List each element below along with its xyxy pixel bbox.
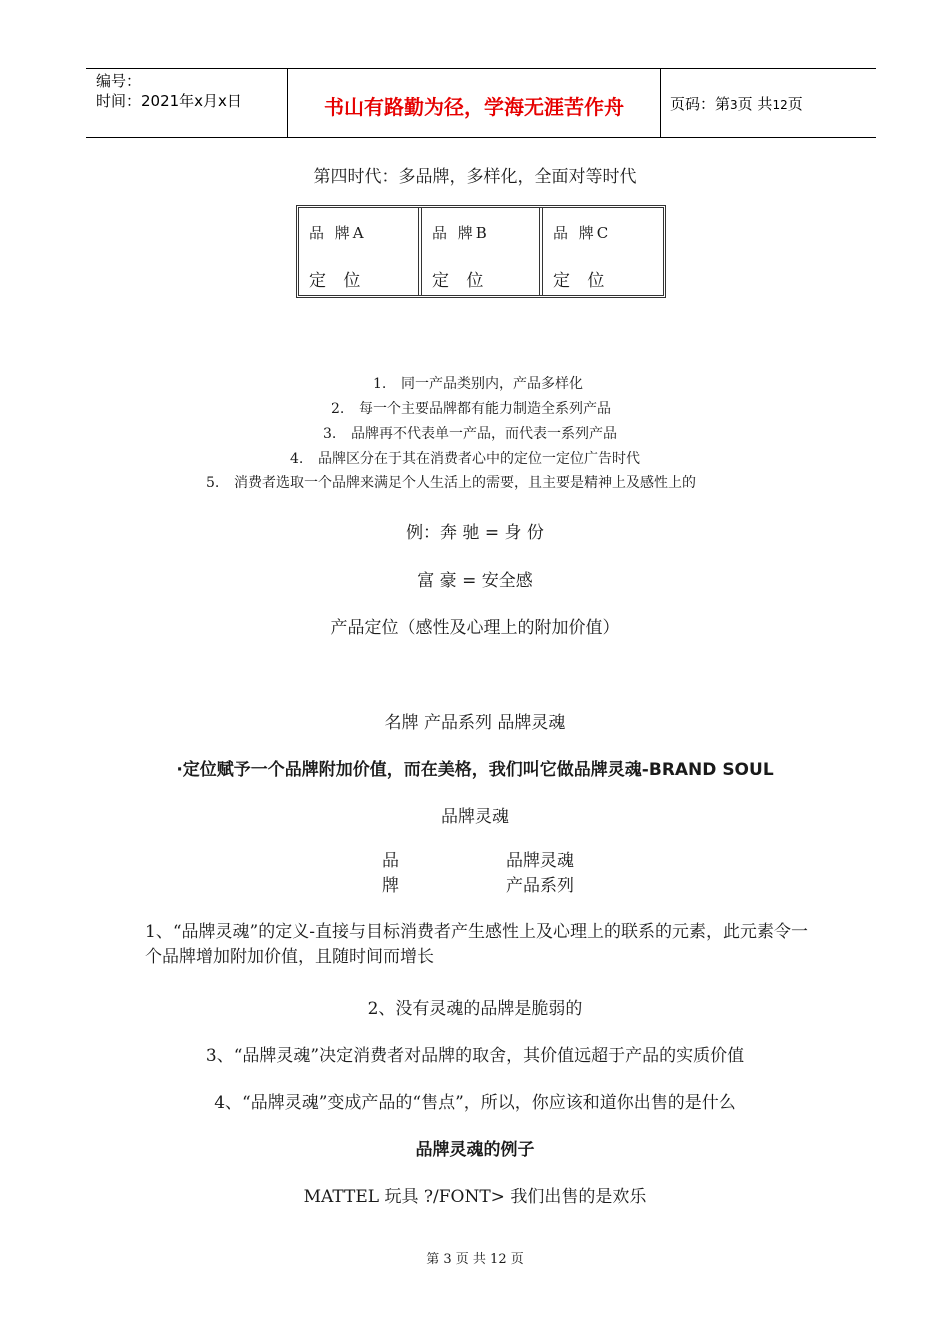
brand-soul-bullet: ·定位赋予一个品牌附加价值，而在美格，我们叫它做品牌灵魂-BRAND SOUL [176,760,774,780]
list-item [323,423,617,443]
list-number: 4. [290,451,304,467]
brand-name: 品 牌A [309,224,367,242]
brand-cell [543,208,663,295]
list-text: 每一个主要品牌都有能力制造全系列产品 [359,401,611,417]
time-label: 时间：2021年x月x日 [96,92,242,110]
list-text: 同一产品类别内，产品多样化 [401,376,583,392]
list-text: 品牌区分在于其在消费者心中的定位一定位广告时代 [318,451,640,467]
point-1: 1、“品牌灵魂”的定义-直接与目标消费者产生感性上及心理上的联系的元素，此元素令一个品牌增加附加价值，且随时间而增长 [145,922,808,967]
list-item [290,448,640,468]
diagram-right-bottom: 产品系列 [506,876,574,896]
brand-position: 定 位 [309,271,367,291]
page-footer: 第 3 页 共 12 页 [426,1252,524,1267]
list-number: 3. [323,426,337,442]
list-number: 5. [206,475,220,491]
point-3: 3、“品牌灵魂”决定消费者对品牌的取舍，其价值远超于产品的实质价值 [205,1046,745,1066]
point-4: 4、“品牌灵魂”变成产品的“售点”，所以，你应该和道你出售的是什么 [214,1093,736,1113]
page-mid: 页 共 [737,95,773,113]
product-positioning: 产品定位（感性及心理上的附加价值） [330,618,620,638]
list-text: 消费者选取一个品牌来满足个人生活上的需要，且主要是精神上及感性上的 [234,475,696,491]
list-item [206,472,696,492]
point-2: 2、没有灵魂的品牌是脆弱的 [367,999,583,1019]
header-divider [660,69,661,137]
page-total: 12 [772,98,788,112]
brand-name: 品 牌C [553,224,612,242]
list-item [331,398,611,418]
diagram-left [382,849,399,899]
soul-heading: 品牌灵魂 [441,807,509,827]
header-meta [96,71,242,111]
page-prefix: 页码：第 [670,95,731,113]
brand-cell [299,208,418,295]
example-line: 例：奔 驰 = 身 份 [406,523,544,543]
diagram-right [506,849,574,899]
diagram-left-top: 品 [382,851,399,871]
brand-name: 品 牌B [432,224,490,242]
list-item [373,373,583,393]
brand-cell [422,208,539,295]
list-text: 品牌再不代表单一产品，而代表一系列产品 [351,426,617,442]
list-number: 1. [373,376,387,392]
number-label: 编号： [96,72,142,90]
page-suffix: 页 [787,95,803,113]
example-line: 富 豪 = 安全感 [417,571,533,591]
era-title: 第四时代：多品牌，多样化，全面对等时代 [313,167,637,187]
brand-table [296,205,666,298]
header-page-number [670,93,803,114]
list-number: 2. [331,401,345,417]
page-current: 3 [730,98,738,112]
mattel-line: MATTEL 玩具 ?/FONT> 我们出售的是欢乐 [303,1187,647,1207]
header-motto: 书山有路勤为径，学海无涯苦作舟 [324,95,624,119]
brand-chain: 名牌 产品系列 品牌灵魂 [384,713,566,733]
examples-heading: 品牌灵魂的例子 [415,1140,535,1160]
diagram-right-top: 品牌灵魂 [506,851,574,871]
diagram-left-bottom: 牌 [382,876,399,896]
page-header [86,68,876,138]
brand-position: 定 位 [553,271,611,291]
brand-position: 定 位 [432,271,490,291]
